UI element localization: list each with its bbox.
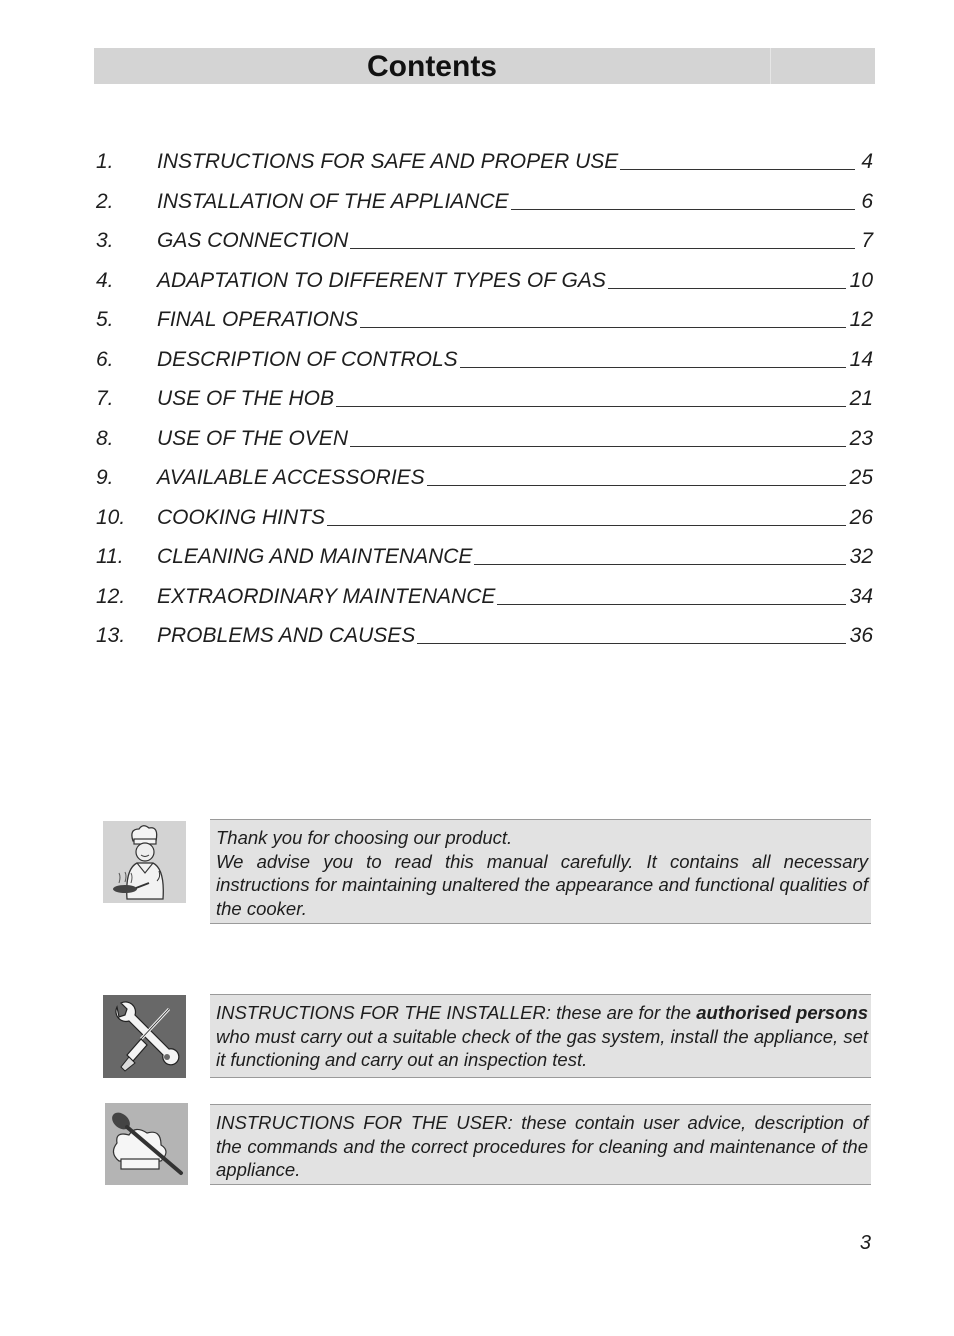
thank-you-note bbox=[210, 819, 871, 924]
installer-instructions-note bbox=[210, 994, 871, 1078]
toc-leader-line bbox=[497, 604, 845, 605]
toc-entry[interactable] bbox=[96, 466, 873, 506]
installer-text-part: who must carry out a suitable check of the gas system, install the appliance, set it functioning and carry out an inspection test. bbox=[216, 1025, 868, 1070]
installer-emphasis: authorised persons bbox=[696, 1002, 868, 1023]
toc-entry-page: 21 bbox=[849, 387, 873, 410]
toc-entry-number: 10. bbox=[96, 505, 126, 529]
toc-entry-title: CLEANING AND MAINTENANCE bbox=[157, 545, 473, 568]
toc-entry-number: 11. bbox=[96, 545, 124, 568]
title-bar-divider bbox=[770, 48, 771, 84]
toc-leader-line bbox=[350, 248, 855, 249]
page-number: 3 bbox=[859, 1232, 871, 1254]
toc-entry-number: 13. bbox=[96, 624, 126, 647]
toc-entry-title: COOKING HINTS bbox=[157, 505, 326, 529]
toc-entry[interactable] bbox=[96, 190, 873, 230]
toc-entry-page: 26 bbox=[849, 505, 873, 529]
toc-entry-number: 3. bbox=[96, 229, 114, 252]
toc-entry[interactable] bbox=[96, 387, 873, 427]
toc-leader-line bbox=[474, 564, 845, 565]
toc-entry-page: 23 bbox=[849, 426, 873, 450]
toc-entry-title: EXTRAORDINARY MAINTENANCE bbox=[157, 584, 496, 608]
advice-text: We advise you to read this manual carefully. It contains all necessary instructions for maintaining unaltered the appearance and functional qualities of the cooker. bbox=[216, 850, 868, 919]
page-title: Contents bbox=[367, 50, 497, 83]
toc-entry-page: 32 bbox=[849, 545, 873, 568]
toc-entry-page: 6 bbox=[861, 189, 873, 213]
toc-entry-page: 10 bbox=[849, 268, 873, 292]
toc-leader-line bbox=[360, 327, 846, 328]
toc-entry-number: 7. bbox=[96, 387, 114, 410]
toc-entry-title: DESCRIPTION OF CONTROLS bbox=[157, 347, 458, 371]
toc-entry-page: 4 bbox=[861, 150, 873, 173]
toc-leader-line bbox=[350, 446, 846, 447]
toc-leader-line bbox=[427, 485, 846, 486]
toc-entry-title: GAS CONNECTION bbox=[157, 229, 349, 252]
toc-leader-line bbox=[327, 525, 846, 526]
toc-leader-line bbox=[511, 209, 855, 210]
toc-entry-number: 9. bbox=[96, 466, 114, 489]
toc-entry-title: FINAL OPERATIONS bbox=[157, 308, 359, 331]
thank-you-line: Thank you for choosing our product. bbox=[216, 827, 513, 848]
toc-entry[interactable] bbox=[96, 269, 873, 309]
toc-entry-number: 6. bbox=[96, 347, 114, 371]
toc-entry-title: PROBLEMS AND CAUSES bbox=[157, 624, 416, 647]
toc-entry-number: 4. bbox=[96, 268, 114, 292]
toc-leader-line bbox=[460, 367, 846, 368]
toc-entry-number: 1. bbox=[96, 150, 114, 173]
installer-text bbox=[216, 1001, 868, 1072]
spoon-chef-hat-icon bbox=[105, 1103, 188, 1185]
table-of-contents bbox=[96, 150, 873, 664]
toc-entry-page: 7 bbox=[861, 229, 873, 252]
toc-entry[interactable] bbox=[96, 506, 873, 546]
toc-entry-title: ADAPTATION TO DIFFERENT TYPES OF GAS bbox=[157, 268, 606, 292]
toc-entry-title: INSTRUCTIONS FOR SAFE AND PROPER USE bbox=[157, 150, 619, 173]
toc-entry-page: 34 bbox=[849, 584, 873, 608]
toc-entry-number: 8. bbox=[96, 426, 114, 450]
toc-entry[interactable] bbox=[96, 229, 873, 269]
toc-entry-title: INSTALLATION OF THE APPLIANCE bbox=[157, 189, 509, 213]
toc-entry-page: 36 bbox=[849, 624, 873, 647]
toc-entry[interactable] bbox=[96, 150, 873, 190]
title-bar bbox=[94, 48, 875, 84]
toc-entry-page: 12 bbox=[849, 308, 873, 331]
toc-entry-page: 25 bbox=[849, 466, 873, 489]
toc-entry-title: USE OF THE HOB bbox=[157, 387, 334, 410]
toc-entry-title: USE OF THE OVEN bbox=[157, 426, 348, 450]
toc-entry[interactable] bbox=[96, 348, 873, 388]
chef-icon bbox=[103, 821, 186, 903]
toc-entry[interactable] bbox=[96, 585, 873, 625]
toc-entry-number: 12. bbox=[96, 584, 126, 608]
toc-entry[interactable] bbox=[96, 308, 873, 348]
toc-leader-line bbox=[620, 169, 855, 170]
toc-entry-number: 2. bbox=[96, 189, 114, 213]
user-text: INSTRUCTIONS FOR THE USER: these contain user advice, description of the commands and the correct procedures for cleaning and maintenance of the appliance. bbox=[216, 1112, 868, 1180]
toc-entry[interactable] bbox=[96, 545, 873, 585]
installer-text-part: INSTRUCTIONS FOR THE INSTALLER: these are for the bbox=[216, 1002, 697, 1023]
toc-entry-page: 14 bbox=[849, 347, 873, 371]
wrench-screwdriver-icon bbox=[103, 995, 186, 1078]
user-instructions-note bbox=[210, 1104, 871, 1185]
toc-entry-number: 5. bbox=[96, 308, 114, 331]
toc-entry[interactable] bbox=[96, 427, 873, 467]
toc-entry[interactable] bbox=[96, 624, 873, 664]
toc-entry-title: AVAILABLE ACCESSORIES bbox=[157, 466, 425, 489]
toc-leader-line bbox=[336, 406, 846, 407]
toc-leader-line bbox=[417, 643, 845, 644]
toc-leader-line bbox=[608, 288, 846, 289]
